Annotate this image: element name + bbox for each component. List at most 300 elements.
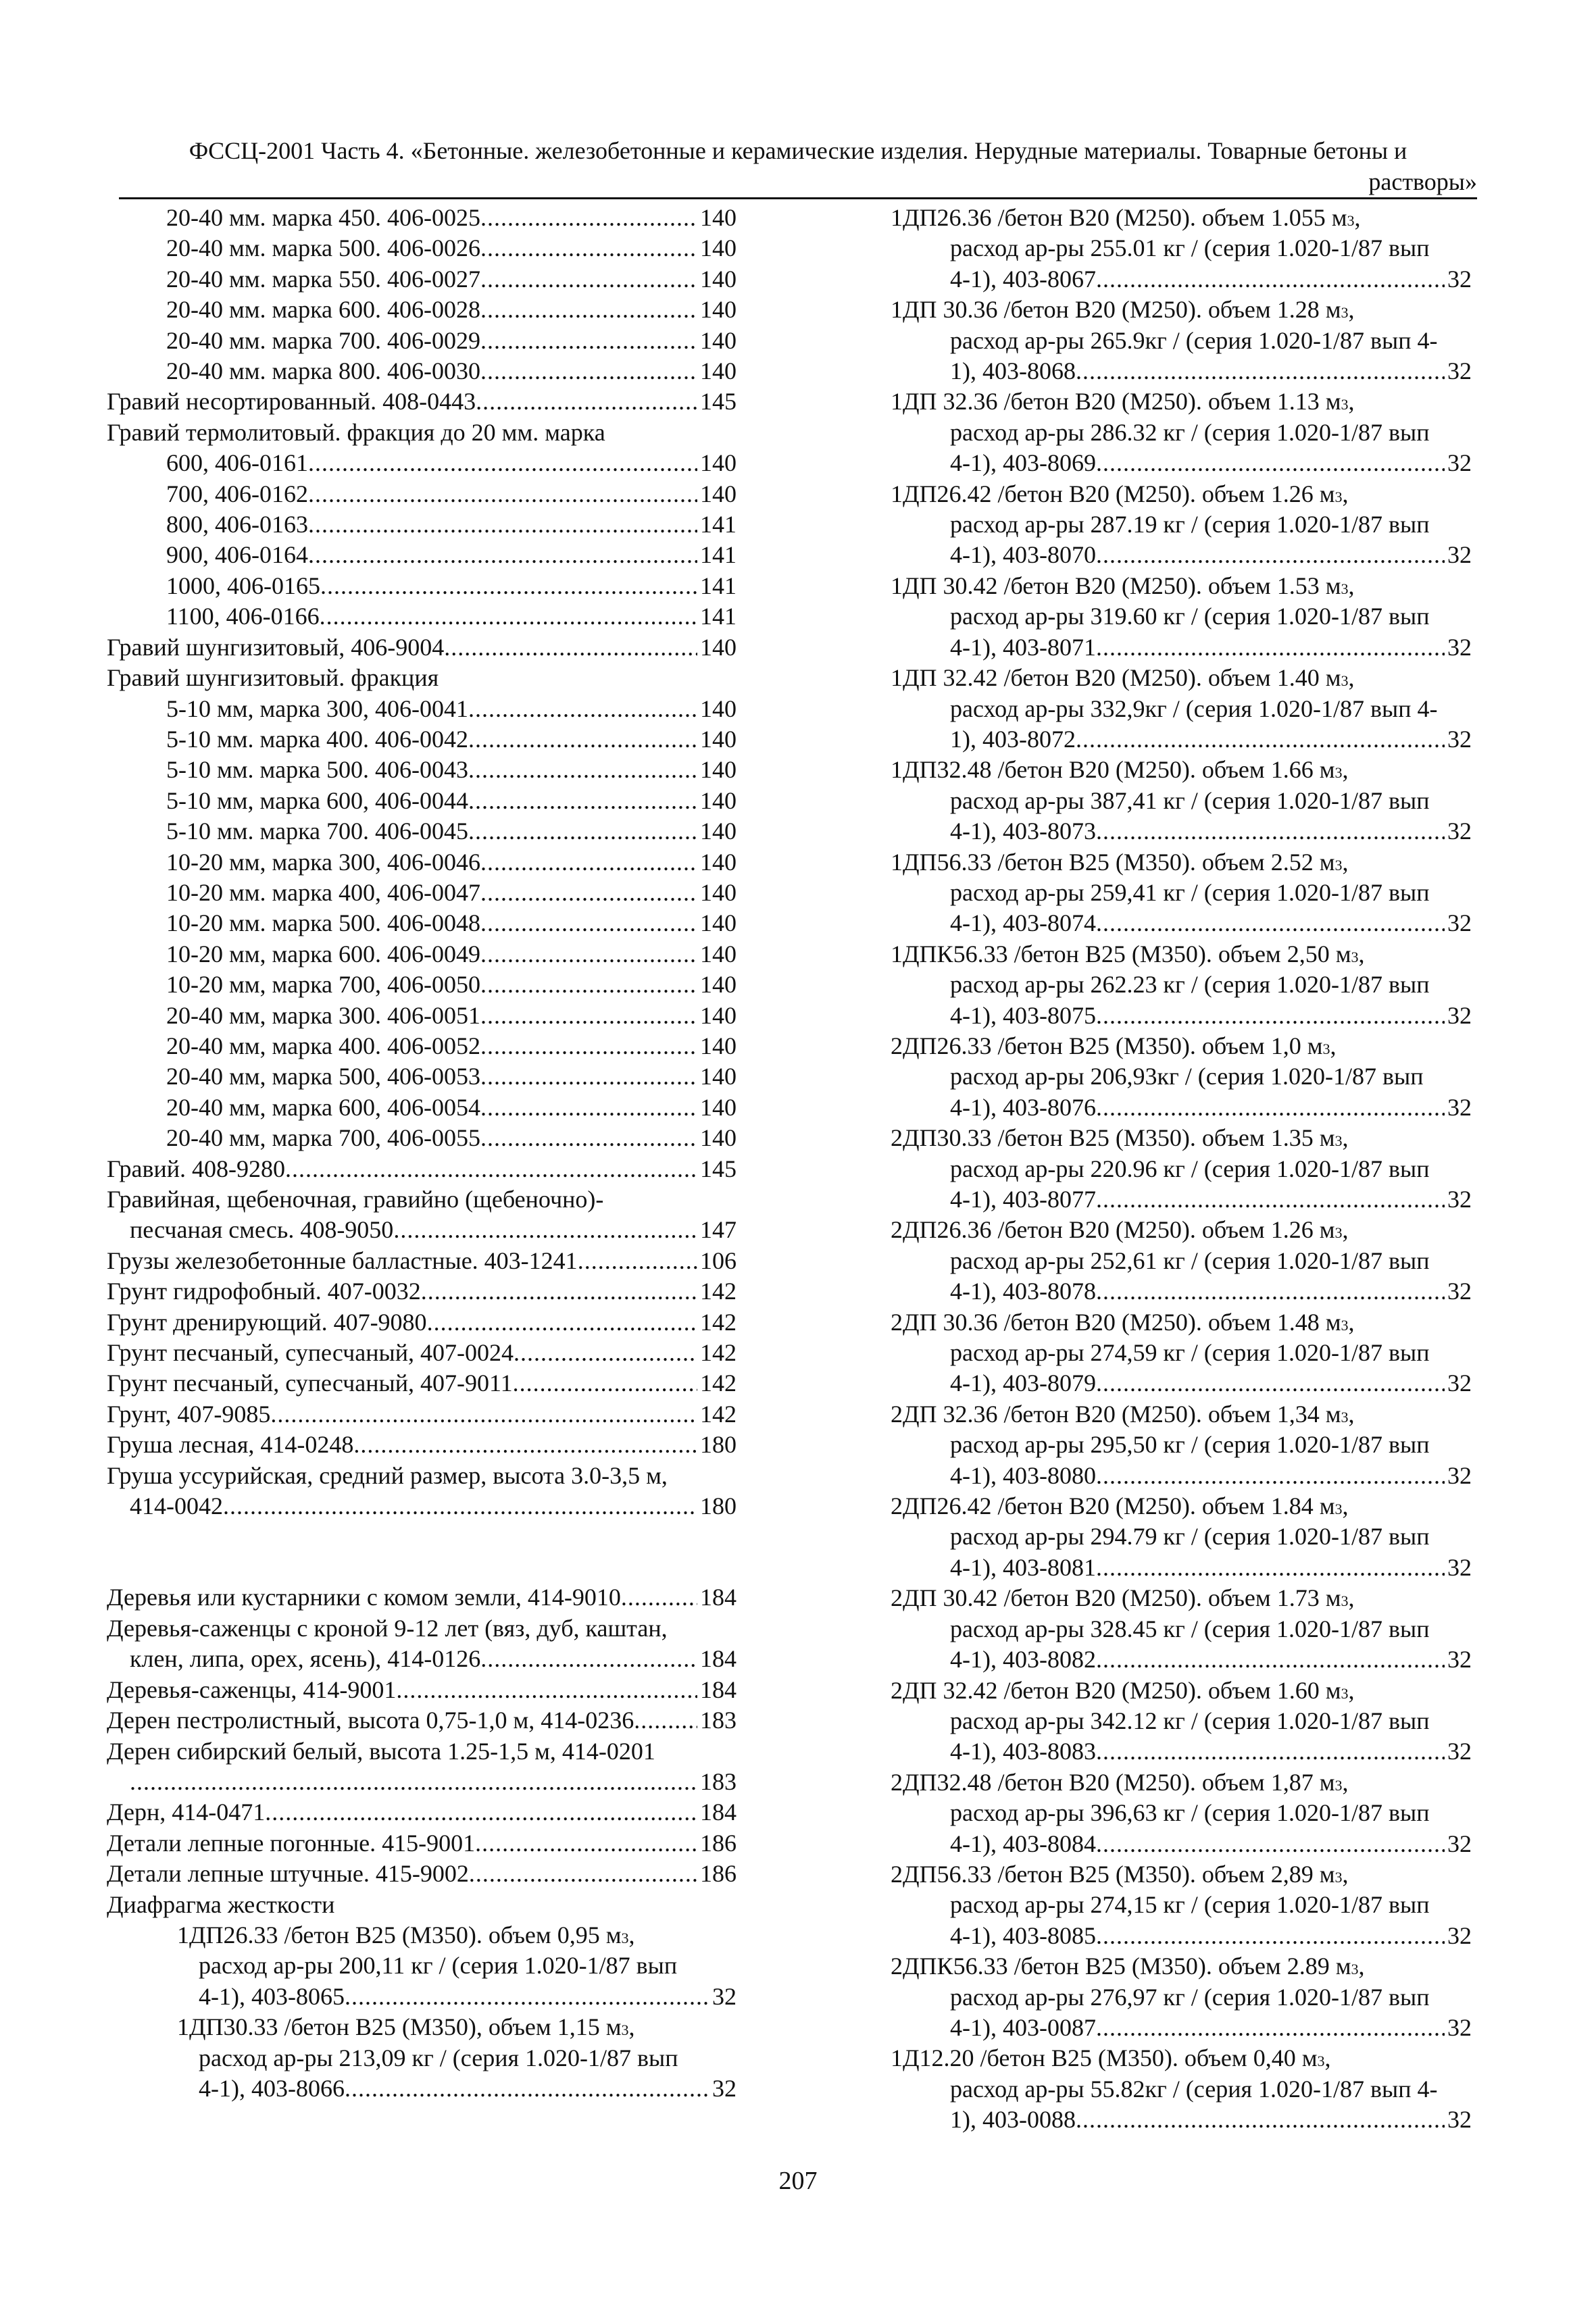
page-reference: 184 [700,1584,737,1611]
index-entry-line: 2ДПК56.33 /бетон В25 (М350). объем 2.89 м 3 , [891,1951,1472,1982]
page-reference: 32 [1447,818,1472,845]
entry-text: 10-20 мм. марка 400, 406-0047 [166,878,480,906]
index-entry-line: 2ДП 30.42 /бетон В20 (М250). объем 1.73 м 3 , [891,1583,1472,1613]
index-entry-line [107,1399,737,1430]
dot-leader [308,509,697,540]
page-reference: 32 [1447,1369,1472,1397]
entry-text: 10-20 мм, марка 700, 406-0050 [166,971,480,999]
entry-text-suffix: , [1358,940,1365,967]
entry-text: песчаная смесь. 408-9050 [130,1216,394,1244]
index-entry-line: 1ДП30.33 /бетон В25 (М350), объем 1,15 м 3 , [107,2012,737,2042]
entry-text: расход ар-ры 295,50 кг / (серия 1.020-1/87 вып [950,1431,1430,1459]
index-entry-line [107,1461,737,1491]
index-entry-line [107,264,737,295]
entry-text: 4-1), 403-8079 [950,1369,1096,1397]
entry-text: 1), 403-8068 [950,357,1076,385]
entry-text: Детали лепные штучные. 415-9002 [107,1860,469,1888]
page-reference: 140 [700,756,737,784]
dot-leader [223,1491,697,1521]
index-entry-line: 1ДП 32.42 /бетон В20 (М250). объем 1.40 м 3 , [891,663,1472,693]
index-entry-line [107,2073,737,2104]
dot-leader [480,1644,697,1674]
entry-text: 10-20 мм, марка 300, 406-0046 [166,848,480,876]
entry-text-suffix: , [1342,756,1349,784]
index-entry-line [107,786,737,816]
dot-leader [308,448,697,478]
entry-text: 20-40 мм. марка 600. 406-0028 [166,296,480,324]
index-entry-line [107,1276,737,1307]
dot-leader [1096,264,1445,295]
dot-leader [444,632,697,663]
index-entry-line [891,1338,1472,1368]
index-entry-line [107,1644,737,1674]
dot-leader [480,970,697,1000]
dot-leader [1096,632,1445,663]
dot-leader [480,1092,697,1123]
page-reference: 183 [700,1767,737,1795]
entry-text: 5-10 мм, марка 300, 406-0041 [166,695,468,722]
entry-text: 1ДП30.33 /бетон В25 (М350), объем 1,15 м [177,2013,622,2041]
entry-text-suffix: , [1348,1308,1355,1336]
entry-text: Деревья-саженцы, 414-9001 [107,1676,397,1703]
entry-text: расход ар-ры 220.96 кг / (серия 1.020-1/87 вып [950,1155,1430,1182]
index-entry-line [107,1001,737,1031]
entry-text-suffix: , [1354,204,1361,231]
page-reference: 142 [700,1339,737,1367]
page-reference: 145 [700,1155,737,1182]
page-reference: 140 [700,1063,737,1090]
dot-leader [308,479,697,509]
entry-text: 4-1), 403-8078 [950,1278,1096,1305]
entry-text: расход ар-ры 387,41 кг / (серия 1.020-1/87 вып [950,786,1430,814]
page-reference: 32 [1447,1093,1472,1121]
entry-text: Гравий термолитовый. фракция до 20 мм. марка [107,418,605,446]
dot-leader [480,356,697,386]
entry-text: 20-40 мм. марка 550. 406-0027 [166,265,480,293]
dot-leader [480,203,697,233]
page-reference: 32 [1447,1830,1472,1857]
index-entry-line [891,356,1472,386]
entry-text: Детали лепные погонные. 415-9001 [107,1829,476,1857]
index-entry-line [107,1368,737,1399]
dot-leader [1096,540,1445,570]
entry-text-suffix: , [1348,388,1355,416]
dot-leader [1096,1184,1445,1215]
index-entry-line [107,601,737,632]
page-reference: 184 [700,1645,737,1673]
index-entry-line [107,295,737,325]
entry-text: 4-1), 403-8081 [950,1553,1096,1581]
dot-leader [514,1338,697,1368]
index-entry-line: 2ДП26.36 /бетон В20 (М250). объем 1.26 м 3 , [891,1215,1472,1245]
dot-leader [480,939,697,970]
page-reference: 32 [1447,1646,1472,1674]
index-entry-line [107,755,737,785]
entry-text: расход ар-ры 252,61 кг / (серия 1.020-1/87 вып [950,1247,1430,1274]
entry-text: Грунт дренирующий. 407-9080 [107,1308,427,1336]
entry-text-suffix: , [1342,1124,1349,1152]
page-reference: 32 [712,2074,737,2102]
page-reference: 140 [700,204,737,231]
entry-text: Гравийная, щебеночная, гравийно (щебеночно)- [107,1186,604,1213]
index-entry-line: 2ДП56.33 /бетон В25 (М350). объем 2,89 м 3 , [891,1859,1472,1890]
entry-text: Гравий шунгизитовый. фракция [107,664,439,692]
page-reference: 140 [700,1032,737,1059]
entry-text: 20-40 мм, марка 500, 406-0053 [166,1063,480,1090]
page-reference: 140 [700,940,737,967]
entry-text-suffix: , [1348,1676,1355,1704]
index-entry-line [107,908,737,938]
page-reference: 141 [700,511,737,538]
entry-text: расход ар-ры 274,15 кг / (серия 1.020-1/87 вып [950,1891,1430,1919]
entry-text: расход ар-ры 262.23 кг / (серия 1.020-1/87 вып [950,971,1430,999]
page-reference: 32 [1447,2013,1472,2041]
page-reference: 32 [1447,265,1472,293]
entry-text: 4-1), 403-8076 [950,1093,1096,1121]
index-entry-line [891,1061,1472,1092]
entry-text: Гравий. 408-9280 [107,1155,286,1182]
entry-text: Дерн, 414-0471 [107,1799,266,1826]
entry-text: 20-40 мм. марка 450. 406-0025 [166,204,480,231]
page-reference: 32 [1447,633,1472,661]
index-entry-line [107,1430,737,1460]
index-entry-line [107,816,737,847]
entry-text-suffix: , [1342,1860,1349,1888]
page-reference: 140 [700,449,737,477]
entry-text-suffix: , [628,2013,635,2041]
entry-text: Деревья-саженцы с кроной 9-12 лет (вяз, дуб, каштан, [107,1614,668,1642]
index-entry-line [107,1215,737,1245]
index-entry-line [891,1890,1472,1920]
entry-text: Грузы железобетонные балластные. 403-1241 [107,1247,578,1274]
entry-text: Гравий шунгизитовый, 406-9004 [107,633,445,661]
page-reference: 32 [1447,1921,1472,1949]
dot-leader [1096,1368,1445,1399]
entry-text: расход ар-ры 332,9кг / (серия 1.020-1/87 вып 4- [950,695,1438,722]
dot-leader [1076,724,1445,755]
index-entry-line [107,418,737,448]
dot-leader [480,1061,697,1092]
page-reference: 32 [1447,1738,1472,1765]
page-reference: 32 [1447,1186,1472,1213]
dot-leader [1096,1829,1445,1859]
entry-text: 2ДП 32.42 /бетон В20 (М250). объем 1.60 м [891,1676,1341,1704]
index-entry-line [107,939,737,970]
index-entry-line: 1Д12.20 /бетон В25 (М350). объем 0,40 м 3 , [891,2043,1472,2073]
index-entry-line [891,1798,1472,1828]
entry-text: Диафрагма жесткости [107,1890,335,1918]
page-reference: 142 [700,1278,737,1305]
page-reference: 180 [700,1431,737,1459]
index-entry-line: 2ДП26.33 /бетон В25 (М350). объем 1,0 м 3 , [891,1031,1472,1061]
index-entry-line [891,509,1472,540]
page-reference: 141 [700,572,737,599]
index-entry-line [891,233,1472,263]
index-entry-line: 2ДП 32.42 /бетон В20 (М250). объем 1.60 м 3 , [891,1676,1472,1706]
dot-leader [468,755,697,785]
entry-text-suffix: , [1348,572,1355,599]
page-reference: 140 [700,633,737,661]
index-entry-line [107,2043,737,2073]
entry-text: 2ДП26.42 /бетон В20 (М250). объем 1.84 м [891,1492,1335,1520]
entry-text-suffix: , [1342,848,1349,876]
page-reference: 106 [700,1247,737,1274]
index-entry-line: 1ДП 32.36 /бетон В20 (М250). объем 1.13 м 3 , [891,386,1472,417]
index-entry-line [891,601,1472,632]
page-reference: 140 [700,818,737,845]
index-entry-line [107,571,737,601]
dot-leader [1096,1921,1445,1951]
entry-text: 4-1), 403-8080 [950,1461,1096,1489]
page-reference: 140 [700,971,737,999]
index-entry-line [107,1797,737,1828]
index-entry-line [891,724,1472,755]
entry-text: 1ДП26.42 /бетон В20 (М250). объем 1.26 м [891,480,1335,507]
index-entry-line [107,1031,737,1061]
entry-text: 20-40 мм, марка 600, 406-0054 [166,1093,480,1121]
index-entry-line [107,1582,737,1613]
page-reference: 186 [700,1829,737,1857]
entry-text: Грунт песчаный, супесчаный, 407-9011 [107,1369,513,1397]
page-reference: 184 [700,1676,737,1703]
index-entry-line [107,1705,737,1736]
index-entry-line [891,418,1472,448]
entry-text: расход ар-ры 294.79 кг / (серия 1.020-1/87 вып [950,1523,1430,1551]
page-reference: 32 [1447,1553,1472,1581]
entry-text: Груша уссурийская, средний размер, высота 3.0-3,5 м, [107,1461,668,1489]
dot-leader [469,1859,697,1889]
entry-text: расход ар-ры 265.9кг / (серия 1.020-1/87 вып 4- [950,326,1438,354]
index-entry-line [107,847,737,878]
entry-text: 5-10 мм. марка 400. 406-0042 [166,725,468,753]
index-entry-line: 2ДП26.42 /бетон В20 (М250). объем 1.84 м 3 , [891,1491,1472,1521]
entry-text: 600, 406-0161 [166,449,308,477]
page-reference: 141 [700,541,737,569]
entry-text: 4-1), 403-8074 [950,909,1096,937]
entry-text: 2ДП 30.36 /бетон В20 (М250). объем 1.48 м [891,1308,1341,1336]
index-entry-line [891,2074,1472,2105]
entry-text: 1ДП 30.36 /бетон В20 (М250). объем 1.28 м [891,296,1341,324]
index-entry-line [107,724,737,755]
dot-leader [1096,1001,1445,1031]
index-entry-line [107,1184,737,1215]
entry-text: 4-1), 403-8070 [950,541,1096,569]
entry-text: расход ар-ры 274,59 кг / (серия 1.020-1/87 вып [950,1339,1430,1367]
dot-leader [1096,1276,1445,1307]
index-column-left [107,203,737,2104]
dot-leader [1096,816,1445,847]
entry-text: 1ДП32.48 /бетон В20 (М250). объем 1.66 м [891,756,1335,784]
index-entry-line [107,1828,737,1859]
index-entry-line: 1ДП 30.42 /бетон В20 (М250). объем 1.53 м 3 , [891,571,1472,601]
index-entry-line: 1ДПК56.33 /бетон В25 (М350). объем 2,50 м 3 , [891,939,1472,970]
dot-leader [1096,1461,1445,1491]
header-title-continuation: растворы» [1368,168,1477,195]
index-entry-line [891,970,1472,1000]
entry-text: 900, 406-0164 [166,541,308,569]
index-entry-line [107,540,737,570]
dot-leader [1096,1736,1445,1767]
index-entry-line [107,203,737,233]
entry-text-suffix: , [1348,1400,1355,1428]
dot-leader [130,1767,697,1797]
dot-leader [480,908,697,938]
entry-text: 2ДП26.36 /бетон В20 (М250). объем 1.26 м [891,1216,1335,1244]
index-entry-line [107,1675,737,1705]
entry-text: 2ДП30.33 /бетон В25 (М350). объем 1.35 м [891,1124,1335,1152]
entry-text: 4-1), 403-8067 [950,265,1096,293]
dot-leader [396,1675,697,1705]
entry-text-suffix: , [1358,1953,1365,1980]
entry-text: 20-40 мм. марка 500. 406-0026 [166,234,480,262]
entry-text: 20-40 мм, марка 300. 406-0051 [166,1001,480,1029]
header-rule [119,197,1477,199]
index-entry-line [107,1061,737,1092]
entry-text: 4-1), 403-8071 [950,633,1096,661]
index-entry-line [891,632,1472,663]
dot-leader [427,1307,697,1338]
entry-text: Деревья или кустарники с комом земли, 414-9010 [107,1584,621,1611]
entry-text: 1ДП 32.42 /бетон В20 (М250). объем 1.40 м [891,664,1341,692]
page-reference: 140 [700,265,737,293]
page-reference: 140 [700,326,737,354]
index-entry-line [891,1521,1472,1552]
index-entry-line [891,1246,1472,1276]
index-entry-line [107,1154,737,1184]
page-reference: 186 [700,1860,737,1888]
page-reference: 183 [700,1707,737,1734]
page-reference: 140 [700,296,737,324]
index-entry-line [107,1338,737,1368]
entry-text-suffix: , [1348,296,1355,324]
index-entry-line [107,1307,737,1338]
dot-leader [468,724,697,755]
page-reference: 140 [700,878,737,906]
index-entry-line [107,1246,737,1276]
entry-text-suffix: , [1348,664,1355,692]
index-entry-line [107,1859,737,1889]
entry-text: 4-1), 403-8082 [950,1646,1096,1674]
entry-text: 4-1), 403-8073 [950,818,1096,845]
dot-leader [480,1123,697,1153]
page-reference: 142 [700,1400,737,1428]
entry-text: 4-1), 403-8069 [950,449,1096,477]
entry-text-suffix: , [1348,1584,1355,1612]
dot-leader [480,295,697,325]
section-gap [107,1521,737,1582]
entry-text: 4-1), 403-8065 [199,1982,345,2010]
dot-leader [345,2073,709,2104]
index-entry-line [891,786,1472,816]
dot-leader [285,1154,697,1184]
index-entry-line [891,1461,1472,1491]
index-entry-line [107,1767,737,1797]
entry-text: 2ДП 32.36 /бетон В20 (М250). объем 1,34 м [891,1400,1341,1428]
entry-text: 1ДП26.33 /бетон В25 (М350). объем 0,95 м [177,1921,622,1948]
index-entry-line: 1ДП32.48 /бетон В20 (М250). объем 1.66 м 3 , [891,755,1472,785]
entry-text: 5-10 мм, марка 600, 406-0044 [166,786,468,814]
index-entry-line [891,1154,1472,1184]
dot-leader [1096,1644,1445,1675]
dot-leader [308,540,697,570]
index-entry-line [891,1736,1472,1767]
entry-text: расход ар-ры 287.19 кг / (серия 1.020-1/87 вып [950,511,1430,538]
page-reference: 32 [1447,1278,1472,1305]
page-reference: 140 [700,1124,737,1152]
index-entry-line [107,694,737,724]
dot-leader [1096,448,1445,478]
page-reference: 140 [700,695,737,722]
dot-leader [270,1399,697,1430]
index-entry-line [107,386,737,417]
entry-text: 2ДП26.33 /бетон В25 (М350). объем 1,0 м [891,1032,1323,1059]
entry-text: 700, 406-0162 [166,480,308,507]
dot-leader [480,264,697,295]
dot-leader [1076,356,1445,386]
index-entry-line [107,509,737,540]
page-reference: 184 [700,1799,737,1826]
entry-text: 4-1), 403-0087 [950,2013,1096,2041]
entry-text: Грунт, 407-9085 [107,1400,271,1428]
dot-leader [345,1982,709,2012]
entry-text: 20-40 мм, марка 700, 406-0055 [166,1124,480,1152]
entry-text-suffix: , [1342,480,1349,507]
index-entry-line: 1ДП56.33 /бетон В25 (М350). объем 2.52 м 3 , [891,847,1472,878]
page-reference: 180 [700,1492,737,1520]
dot-leader [513,1368,697,1399]
entry-text: Гравий несортированный. 408-0443 [107,388,476,416]
page-reference: 141 [700,603,737,630]
entry-text: расход ар-ры 396,63 кг / (серия 1.020-1/87 вып [950,1799,1430,1827]
index-entry-line [107,233,737,263]
index-entry-line: 2ДП32.48 /бетон В20 (М250). объем 1,87 м 3 , [891,1767,1472,1798]
dot-leader [621,1582,697,1613]
index-entry-line [107,1890,737,1920]
dot-leader [468,816,697,847]
index-entry-line [891,264,1472,295]
entry-text: расход ар-ры 328.45 кг / (серия 1.020-1/87 вып [950,1615,1430,1642]
dot-leader [578,1246,697,1276]
entry-text: расход ар-ры 276,97 кг / (серия 1.020-1/87 вып [950,1983,1430,2011]
index-entry-line [891,2013,1472,2043]
entry-text: расход ар-ры 213,09 кг / (серия 1.020-1/87 вып [199,2044,678,2071]
index-entry-line [107,448,737,478]
entry-text: 1ДП 30.42 /бетон В20 (М250). объем 1.53 м [891,572,1341,599]
page-reference: 140 [700,357,737,385]
page-reference: 32 [1447,357,1472,385]
index-entry-line [107,1092,737,1123]
entry-text: 1000, 406-0165 [166,572,320,599]
entry-text: расход ар-ры 286.32 кг / (серия 1.020-1/87 вып [950,418,1430,446]
page-reference: 32 [1447,449,1472,477]
page-reference: 32 [1447,909,1472,937]
entry-text: 20-40 мм, марка 400. 406-0052 [166,1032,480,1059]
index-entry-line: 1ДП26.42 /бетон В20 (М250). объем 1.26 м 3 , [891,479,1472,509]
index-entry-line [107,1982,737,2012]
entry-text-suffix: , [628,1921,635,1948]
dot-leader [1096,1092,1445,1123]
entry-text: 414-0042 [130,1492,223,1520]
entry-text: Грунт гидрофобный. 407-0032 [107,1278,421,1305]
index-entry-line [891,1001,1472,1031]
page-reference: 140 [700,234,737,262]
page-reference: 147 [700,1216,737,1244]
entry-text: 4-1), 403-8077 [950,1186,1096,1213]
dot-leader [475,1828,697,1859]
page-reference: 140 [700,1001,737,1029]
dot-leader [421,1276,697,1307]
entry-text: расход ар-ры 200,11 кг / (серия 1.020-1/87 вып [199,1952,678,1980]
